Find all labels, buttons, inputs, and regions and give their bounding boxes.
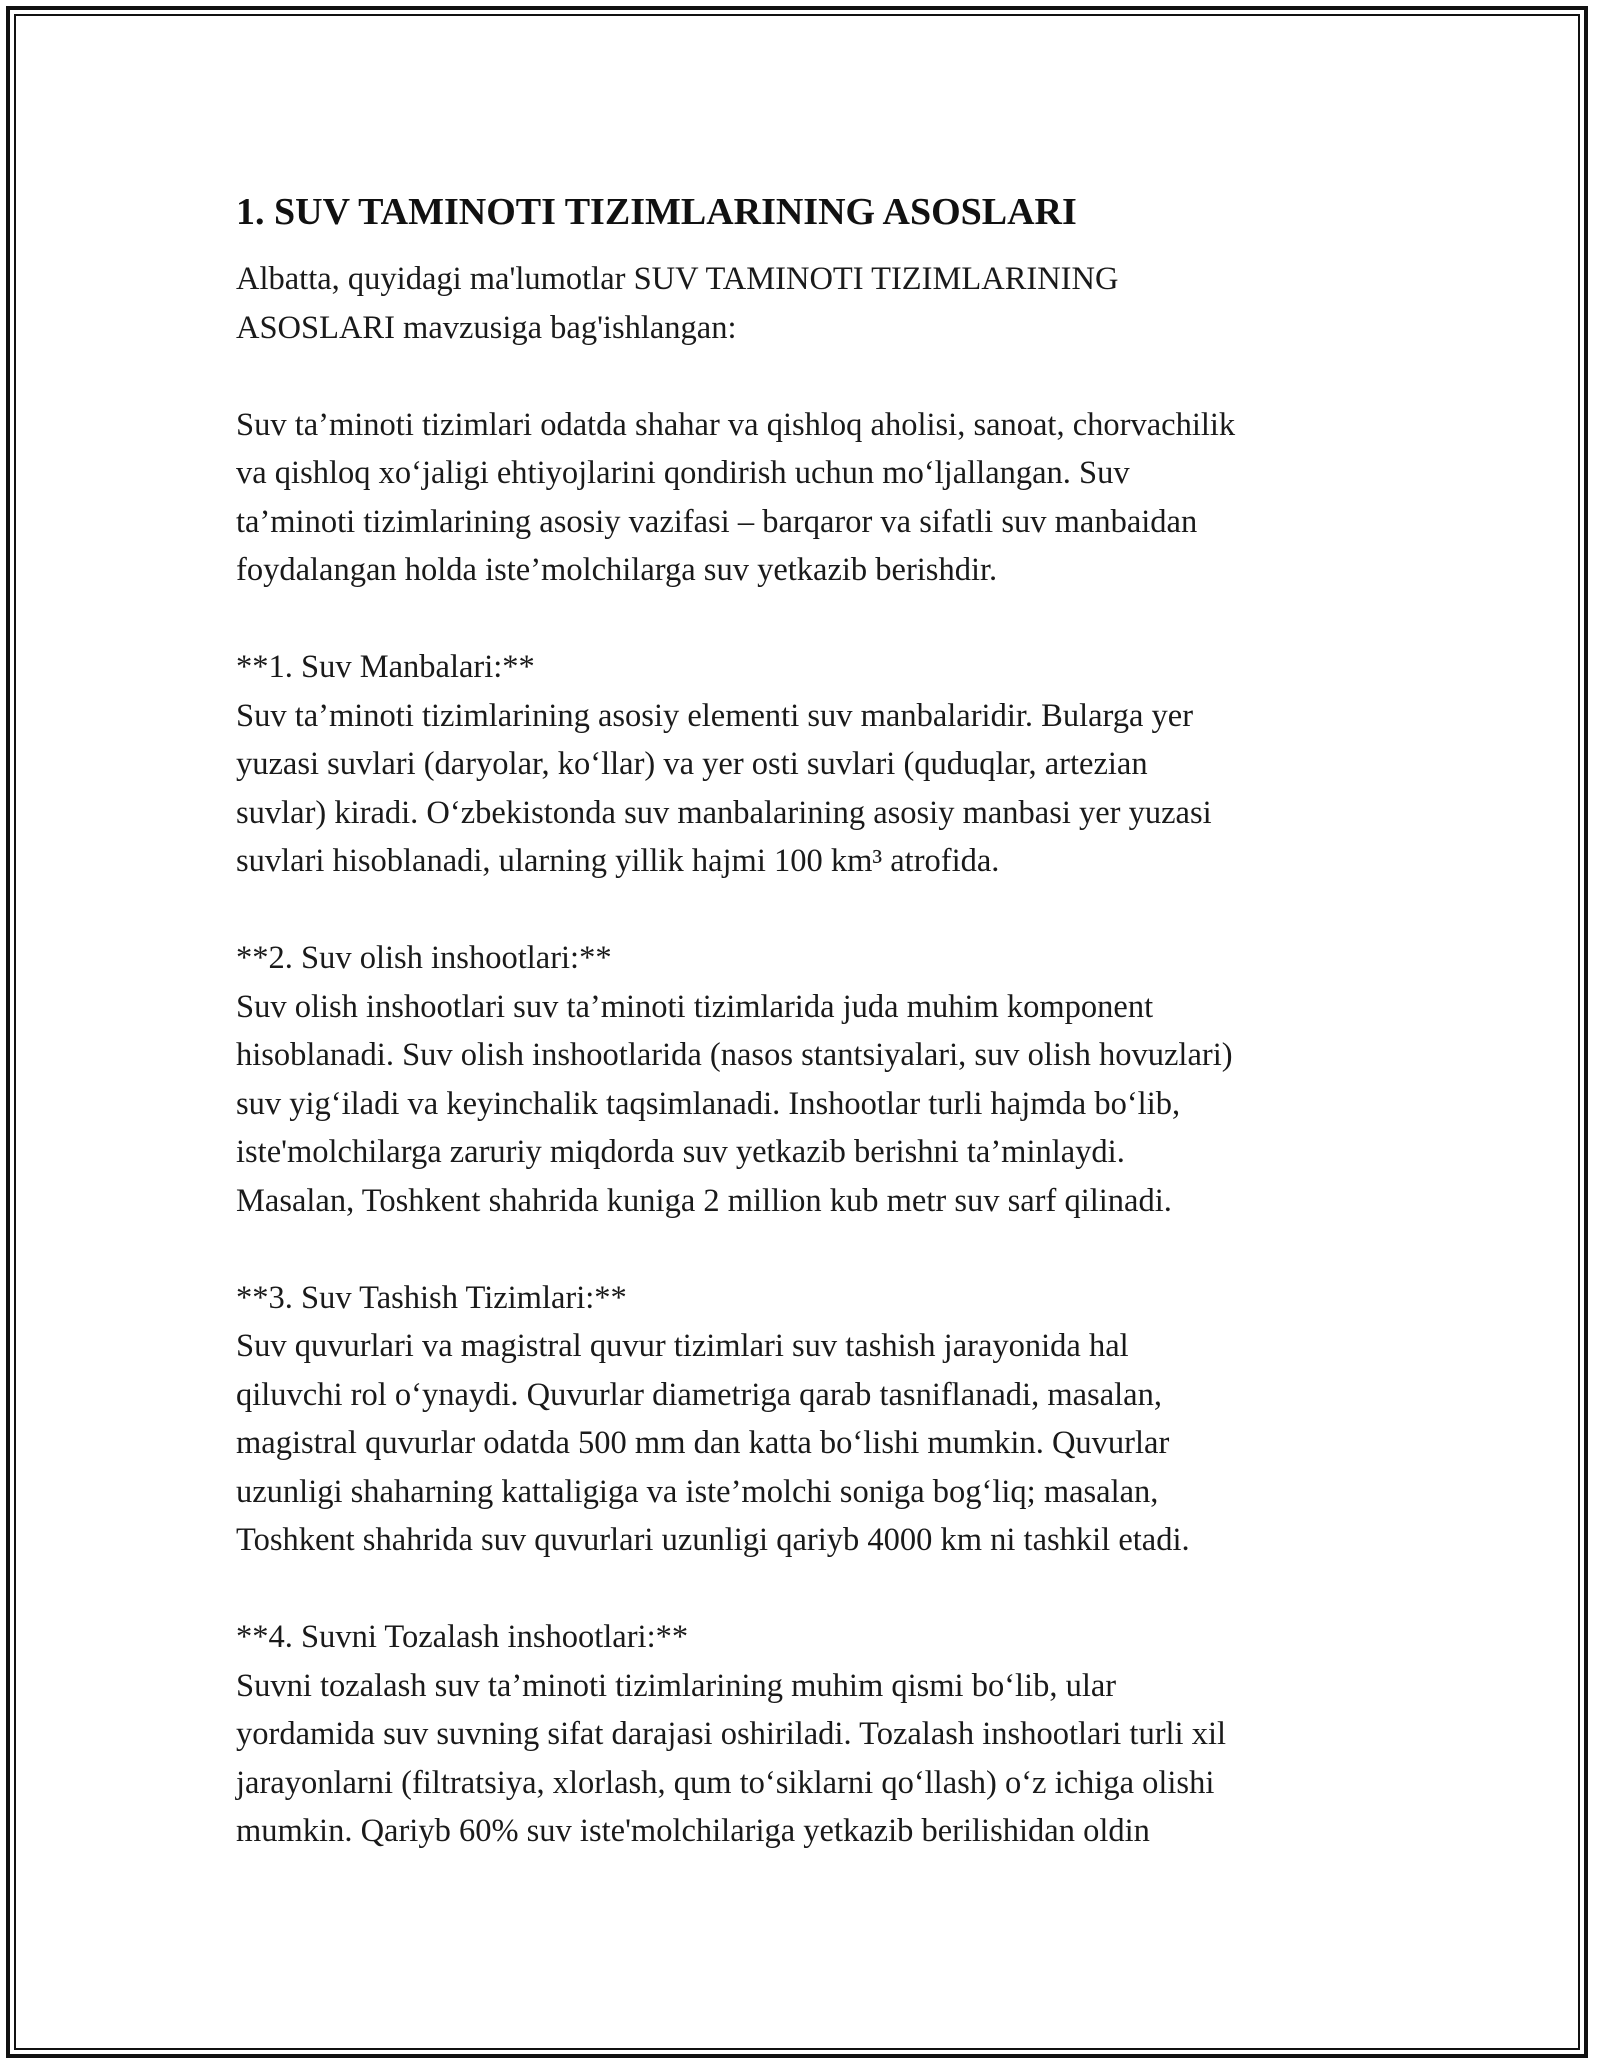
text-line: Suv ta’minoti tizimlarining asosiy elementi suv manbalaridir. Bularga yer bbox=[236, 697, 1194, 734]
intro-paragraph bbox=[236, 255, 1396, 352]
text-line: jarayonlarni (filtratsiya, xlorlash, qum to‘siklarni qo‘llash) o‘z ichiga olishi bbox=[236, 1764, 1215, 1801]
section-suvni-tozalash-inshootlari bbox=[236, 1613, 1396, 1856]
text-line: Suv ta’minoti tizimlari odatda shahar va qishloq aholisi, sanoat, chorvachilik bbox=[236, 406, 1236, 443]
text-line: iste'molchilarga zaruriy miqdorda suv yetkazib berishni ta’minlaydi. bbox=[236, 1134, 1125, 1170]
text-line: Toshkent shahrida suv quvurlari uzunligi qariyb 4000 km ni tashkil etadi. bbox=[236, 1522, 1190, 1558]
text-line: qiluvchi rol o‘ynaydi. Quvurlar diametriga qarab tasniflanadi, masalan, bbox=[236, 1376, 1162, 1413]
text-line: Suv quvurlari va magistral quvur tizimlari suv tashish jarayonida hal bbox=[236, 1328, 1129, 1364]
text-line: uzunligi shaharning kattaligiga va iste’molchi soniga bog‘liq; masalan, bbox=[236, 1473, 1159, 1510]
section-heading: **2. Suv olish inshootlari:** bbox=[236, 940, 612, 976]
section-suv-tashish-tizimlari bbox=[236, 1274, 1396, 1565]
text-line: suvlari hisoblanadi, ularning yillik hajmi 100 km³ atrofida. bbox=[236, 843, 1000, 879]
section-heading: **1. Suv Manbalari:** bbox=[236, 649, 535, 685]
text-line: suvlar) kiradi. O‘zbekistonda suv manbalarining asosiy manbasi yer yuzasi bbox=[236, 794, 1212, 831]
text-line: magistral quvurlar odatda 500 mm dan katta bo‘lishi mumkin. Quvurlar bbox=[236, 1425, 1170, 1461]
text-line: Masalan, Toshkent shahrida kuniga 2 million kub metr suv sarf qilinadi. bbox=[236, 1182, 1172, 1219]
section-heading: **3. Suv Tashish Tizimlari:** bbox=[236, 1279, 627, 1316]
text-line: foydalangan holda iste’molchilarga suv yetkazib berishdir. bbox=[236, 552, 998, 588]
text-line: va qishloq xo‘jaligi ehtiyojlarini qondirish uchun mo‘ljallangan. Suv bbox=[236, 455, 1130, 491]
text-line: mumkin. Qariyb 60% suv iste'molchilariga yetkazib berilishidan oldin bbox=[236, 1813, 1150, 1849]
text-line: yuzasi suvlari (daryolar, ko‘llar) va yer osti suvlari (quduqlar, artezian bbox=[236, 746, 1148, 782]
text-line: Suvni tozalash suv ta’minoti tizimlarining muhim qismi bo‘lib, ular bbox=[236, 1667, 1117, 1704]
document-title: 1. SUV TAMINOTI TIZIMLARINING ASOSLARI bbox=[236, 191, 1077, 233]
text-line: ASOSLARI mavzusiga bag'ishlangan: bbox=[236, 309, 737, 346]
section-suv-manbalari bbox=[236, 643, 1396, 886]
text-line: Suv olish inshootlari suv ta’minoti tizimlarida juda muhim komponent bbox=[236, 988, 1154, 1025]
overview-paragraph bbox=[236, 401, 1396, 595]
text-line: ta’minoti tizimlarining asosiy vazifasi – barqaror va sifatli suv manbaidan bbox=[236, 503, 1198, 540]
text-line: hisoblanadi. Suv olish inshootlarida (nasos stantsiyalari, suv olish hovuzlari) bbox=[236, 1037, 1233, 1073]
document-body bbox=[236, 185, 1396, 1904]
section-heading: **4. Suvni Tozalash inshootlari:** bbox=[236, 1619, 689, 1655]
text-line: Albatta, quyidagi ma'lumotlar SUV TAMINOTI TIZIMLARINING bbox=[236, 261, 1119, 297]
text-line: suv yig‘iladi va keyinchalik taqsimlanadi. Inshootlar turli hajmda bo‘lib, bbox=[236, 1085, 1181, 1122]
section-suv-olish-inshootlari bbox=[236, 934, 1396, 1225]
text-line: yordamida suv suvning sifat darajasi oshiriladi. Tozalash inshootlari turli xil bbox=[236, 1716, 1227, 1752]
